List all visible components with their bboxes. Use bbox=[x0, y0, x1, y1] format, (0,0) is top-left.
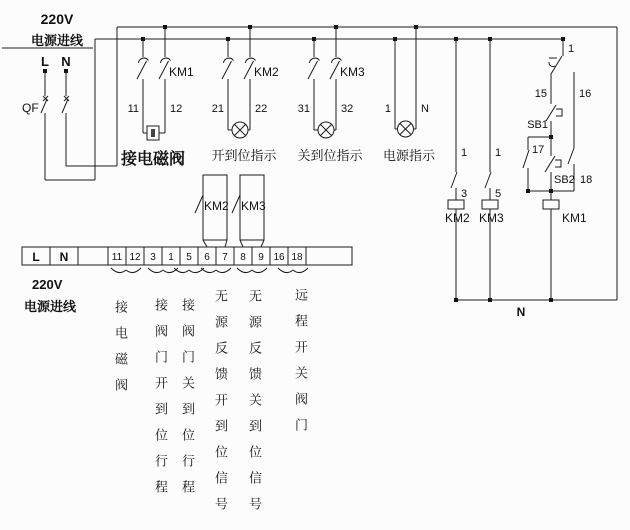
wire-group-caption-open-travel: 接阀门开到位行程 bbox=[153, 298, 168, 506]
line-l-label: L bbox=[41, 54, 49, 69]
terminal-15: 15 bbox=[534, 88, 547, 100]
terminal-1-lamp: 1 bbox=[384, 103, 391, 115]
km2-branch-wire-1: 1 bbox=[461, 147, 468, 159]
sb1-label: SB1 bbox=[527, 119, 548, 131]
km1-coil-label: KM1 bbox=[562, 211, 587, 225]
power-indicator-branch bbox=[395, 27, 416, 137]
terminal-22: 22 bbox=[255, 103, 268, 115]
power-indicator-caption: 电源指示 bbox=[382, 148, 436, 163]
wire-group-caption-solenoid: 接电磁阀 bbox=[113, 300, 128, 404]
sb2-label: SB2 bbox=[554, 174, 575, 186]
feedback-km2-label: KM2 bbox=[204, 199, 229, 213]
strip-cell-7: 7 bbox=[222, 252, 228, 263]
km3-contact-label: KM3 bbox=[340, 65, 365, 79]
wire-group-caption-close-feedback: 无源反馈关到位信号 bbox=[247, 289, 262, 523]
km2-contact-label: KM2 bbox=[254, 65, 279, 79]
labels bbox=[22, 11, 592, 319]
wire-group-braces bbox=[111, 268, 308, 273]
strip-cell-9: 9 bbox=[258, 252, 264, 263]
terminal-12: 12 bbox=[170, 103, 183, 115]
control-circuit bbox=[448, 39, 574, 300]
km2-coil-label: KM2 bbox=[445, 211, 470, 225]
strip-cell-16: 16 bbox=[273, 252, 285, 263]
km3-coil-label: KM3 bbox=[479, 211, 504, 225]
indicator-lamp-icon bbox=[318, 122, 334, 138]
terminal-3: 3 bbox=[461, 188, 468, 200]
km3-branch-wire-1: 1 bbox=[495, 147, 502, 159]
terminal-n-lamp: N bbox=[421, 103, 429, 115]
solenoid-caption: 接电磁阀 bbox=[120, 151, 186, 168]
km1-coil-symbol bbox=[543, 200, 559, 209]
strip-cell-8: 8 bbox=[240, 252, 246, 263]
strip-cell-L: L bbox=[32, 250, 40, 264]
feedback-km3-label: KM3 bbox=[241, 199, 266, 213]
strip-cell-12: 12 bbox=[129, 252, 141, 263]
terminal-31: 31 bbox=[297, 103, 310, 115]
terminal-11: 11 bbox=[127, 103, 139, 115]
km3-coil-symbol bbox=[482, 200, 498, 209]
top-voltage-label: 220V bbox=[40, 11, 74, 27]
strip-cell-6: 6 bbox=[204, 252, 210, 263]
line-n-label: N bbox=[61, 54, 71, 69]
open-indicator-branch bbox=[222, 27, 256, 138]
strip-cell-18: 18 bbox=[291, 252, 303, 263]
wire-group-caption-close-travel: 接阀门关到位行程 bbox=[180, 298, 195, 506]
strip-cell-N: N bbox=[59, 250, 69, 264]
feed-wire-1: 1 bbox=[568, 43, 575, 55]
sb1-button-symbol bbox=[546, 105, 562, 137]
terminal-18: 18 bbox=[580, 174, 593, 186]
strip-cell-3: 3 bbox=[150, 252, 156, 263]
strip-cell-1: 1 bbox=[168, 252, 174, 263]
strip-cell-5: 5 bbox=[186, 252, 192, 263]
top-incoming-power bbox=[2, 27, 117, 180]
wire-group-caption-remote-switch: 远程开关阀门 bbox=[293, 288, 308, 444]
indicator-lamp-icon bbox=[232, 122, 248, 138]
close-indicator-branch bbox=[308, 27, 342, 138]
strip-cell-11: 11 bbox=[111, 252, 123, 263]
terminal-16: 16 bbox=[579, 88, 592, 100]
indicator-lamp-icon bbox=[398, 121, 414, 137]
terminal-17: 17 bbox=[532, 144, 545, 156]
open-indicator-caption: 开到位指示 bbox=[211, 148, 277, 163]
terminal-32: 32 bbox=[341, 103, 354, 115]
wire-group-caption-open-feedback: 无源反馈开到位信号 bbox=[213, 289, 228, 523]
km1-contact-label: KM1 bbox=[169, 65, 194, 79]
terminal-5: 5 bbox=[495, 188, 502, 200]
bottom-voltage-label: 220V bbox=[32, 277, 63, 292]
km2-coil-symbol bbox=[448, 200, 464, 209]
close-indicator-caption: 关到位指示 bbox=[297, 148, 363, 163]
solenoid-coil-symbol bbox=[147, 126, 159, 140]
solenoid-branch bbox=[137, 27, 171, 140]
breaker-label: QF bbox=[22, 101, 39, 115]
bottom-incoming-label: 电源进线 bbox=[24, 299, 77, 314]
top-incoming-label: 电源进线 bbox=[31, 33, 84, 48]
neutral-rail-label: N bbox=[516, 305, 526, 319]
terminal-21: 21 bbox=[211, 103, 224, 115]
